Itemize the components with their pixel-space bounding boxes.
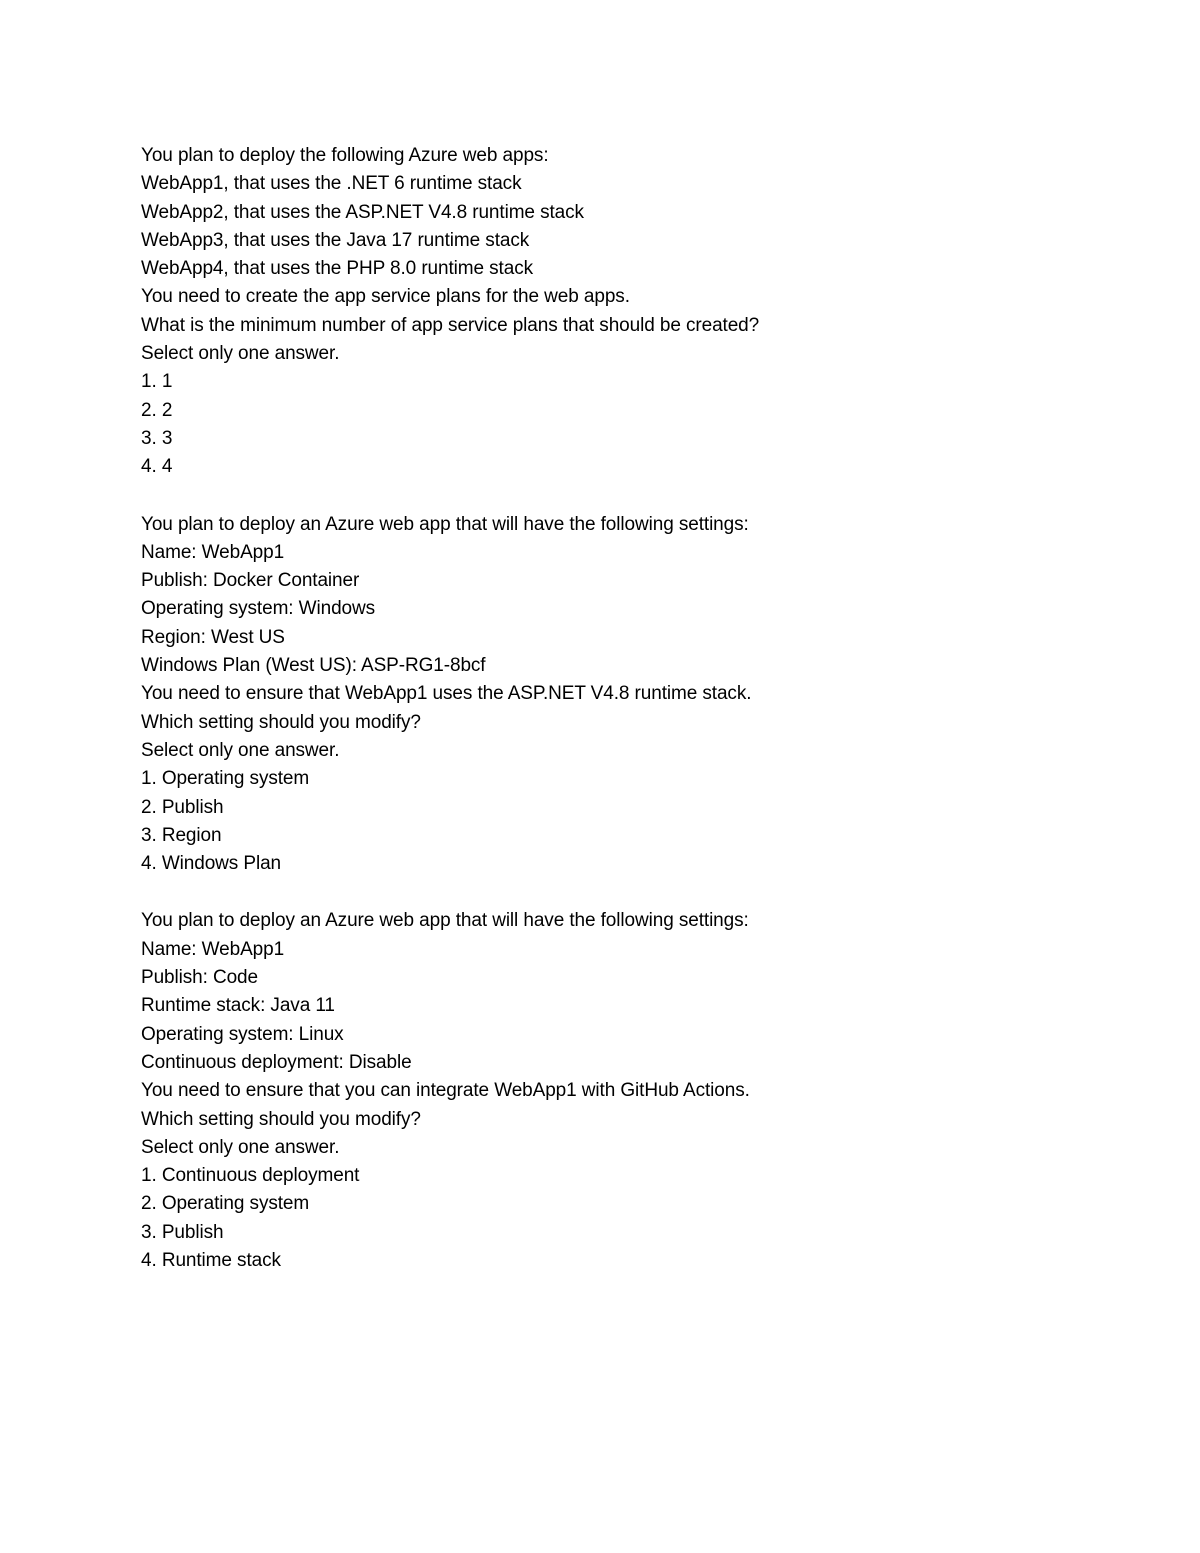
- question-3-option-1: 1. Continuous deployment: [141, 1165, 360, 1187]
- question-3-line-3: Publish: Code: [141, 967, 258, 989]
- question-2-option-4: 4. Windows Plan: [141, 853, 282, 875]
- question-3-line-4: Runtime stack: Java 11: [141, 995, 335, 1017]
- question-3-line-1: You plan to deploy an Azure web app that will have the following settings:: [141, 910, 749, 932]
- question-3-option-2: 2. Operating system: [141, 1193, 310, 1215]
- question-2-option-1: 1. Operating system: [141, 768, 310, 790]
- question-2-line-5: Region: West US: [141, 626, 285, 648]
- question-1-line-7: What is the minimum number of app service plans that should be created?: [141, 314, 760, 336]
- question-3-line-2: Name: WebApp1: [141, 938, 285, 960]
- question-1-line-1: You plan to deploy the following Azure web apps:: [141, 145, 549, 166]
- question-2-option-2: 2. Publish: [141, 796, 224, 818]
- question-2: [141, 511, 1141, 879]
- question-3-option-4: 4. Runtime stack: [141, 1249, 281, 1271]
- question-1-option-4: 4. 4: [141, 456, 173, 478]
- question-1-option-2: 2. 2: [141, 399, 173, 421]
- question-2-option-3: 3. Region: [141, 824, 222, 846]
- question-2-line-1: You plan to deploy an Azure web app that will have the following settings:: [141, 513, 749, 535]
- question-2-line-3: Publish: Docker Container: [141, 570, 360, 592]
- question-1-line-4: WebApp3, that uses the Java 17 runtime stack: [141, 229, 530, 251]
- question-1-instruction: Select only one answer.: [141, 343, 340, 365]
- question-3-line-6: Continuous deployment: Disable: [141, 1051, 412, 1073]
- question-3: [141, 907, 1141, 1275]
- question-2-line-8: Which setting should you modify?: [141, 711, 421, 733]
- question-3-option-3: 3. Publish: [141, 1221, 224, 1243]
- question-1-options: [141, 368, 1141, 481]
- question-1-line-5: WebApp4, that uses the PHP 8.0 runtime stack: [141, 258, 534, 280]
- question-3-instruction: Select only one answer.: [141, 1136, 340, 1158]
- question-1-option-1: 1. 1: [141, 371, 173, 393]
- question-3-options: [141, 1162, 1141, 1275]
- question-2-options: [141, 765, 1141, 878]
- question-2-line-6: Windows Plan (West US): ASP-RG1-8bcf: [141, 655, 486, 677]
- question-1-line-2: WebApp1, that uses the .NET 6 runtime stack: [141, 173, 522, 195]
- question-3-line-5: Operating system: Linux: [141, 1023, 344, 1045]
- question-2-line-4: Operating system: Windows: [141, 598, 376, 620]
- question-1-line-3: WebApp2, that uses the ASP.NET V4.8 runtime stack: [141, 201, 584, 223]
- document-body: [141, 142, 1141, 1275]
- question-1: [141, 142, 1141, 482]
- question-1-option-3: 3. 3: [141, 427, 173, 449]
- question-3-line-7: You need to ensure that you can integrate WebApp1 with GitHub Actions.: [141, 1080, 750, 1102]
- question-1-line-6: You need to create the app service plans for the web apps.: [141, 286, 630, 308]
- question-2-line-7: You need to ensure that WebApp1 uses the ASP.NET V4.8 runtime stack.: [141, 683, 752, 705]
- question-2-line-2: Name: WebApp1: [141, 541, 285, 563]
- question-3-line-8: Which setting should you modify?: [141, 1108, 421, 1130]
- question-2-instruction: Select only one answer.: [141, 739, 340, 761]
